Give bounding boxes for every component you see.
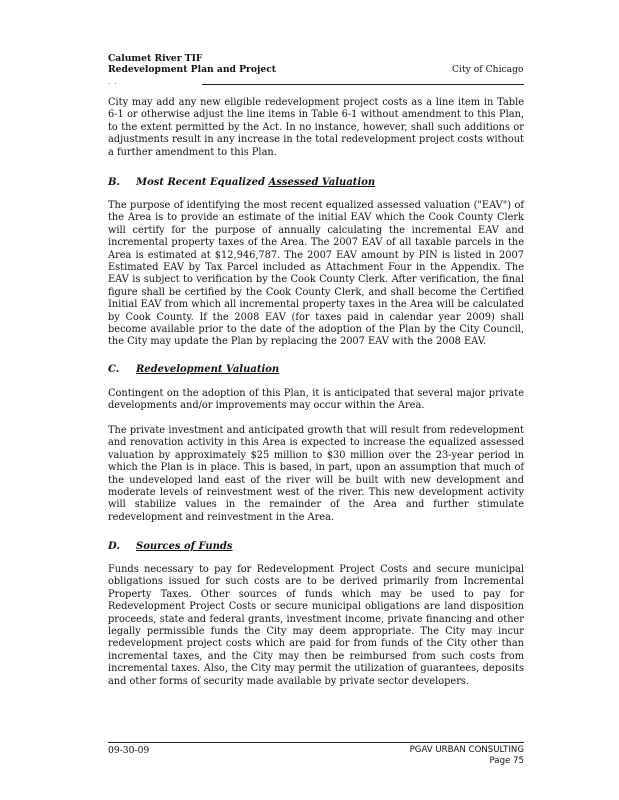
- section-title-underlined: Redevelopment Valuation: [136, 364, 280, 375]
- footer-rule: [108, 742, 524, 743]
- header-city: City of Chicago: [452, 64, 524, 75]
- section-b-body: [108, 200, 524, 349]
- intro-paragraph: City may add any new eligible redevelopment project costs as a line item in Table 6-1 or otherwise adjust the line items in Table 6-1 without amendment to this Plan, to the extent permitted by the Act. In no instance, however, shall such additions or adjustments result in any increase in the total redevelopment project costs without a further amendment to this Plan.: [108, 97, 524, 158]
- section-letter: B.: [108, 177, 120, 188]
- section-heading: [108, 540, 524, 553]
- page-number: Page 75: [489, 755, 524, 766]
- section-b-paragraph: The purpose of identifying the most recent equalized assessed valuation ("EAV") of the Area is to provide an estimate of the initial EAV which the Cook County Clerk will certify for the purpose of annually calculating the incremental EAV and incremental property taxes of the Area. The 2007 EAV of all taxable parcels in the Area is estimated at $12,946,787. The 2007 EAV amount by PIN is listed in 2007 Estimated EAV by Tax Parcel included as Attachment Four in the Appendix. The EAV is subject to verification by the Cook County Clerk. After verification, the final figure shall be certified by the Cook County Clerk, and shall become the Certified Initial EAV from which all incremental property taxes in the Area will be calculated by Cook County. If the 2008 EAV (for taxes paid in calendar year 2009) shall become available prior to the date of the adoption of the Plan by the City Council, the City may update the Plan by replacing the 2007 EAV with the 2008 EAV.: [108, 200, 524, 348]
- section-b-heading: [108, 176, 524, 189]
- section-letter: C.: [108, 364, 120, 375]
- header-rule: [202, 84, 524, 85]
- section-c-paragraph-2: The private investment and anticipated growth that will result from redevelopment and renovation activity in this Area is expected to increase the equalized assessed valuation by approximately $25 million to $30 million over the 23-year period in which the Plan is in place. This is based, in part, upon an assumption that much of the undeveloped land east of the river will be built with new development and moderate levels of reinvestment west of the river. This new development activity will stabilize values in the remainder of the Area and further stimulate redevelopment and reinvestment in the Area.: [108, 425, 524, 523]
- section-c-body-1: [108, 388, 524, 413]
- header-dots: . .: [108, 78, 118, 86]
- section-d-paragraph: Funds necessary to pay for Redevelopment Project Costs and secure municipal obligations issued for such costs are to be derived primarily from Incremental Property Taxes. Other sources of funds which may be used to pay for Redevelopment Project Costs or secure municipal obligations are land disposition proceeds, state and federal grants, investment income, private financing and other legally permissible funds the City may deem appropriate. The City may incur redevelopment project costs which are paid for from funds of the City other than incremental taxes, and the City may then be reimbursed from such costs from incremental taxes. Also, the City may permit the utilization of guarantees, deposits and other forms of security made available by private sector developers.: [108, 564, 524, 687]
- section-letter: D.: [108, 541, 120, 552]
- section-heading: [108, 363, 524, 376]
- footer-date: 09-30-09: [108, 745, 150, 756]
- section-d-heading: [108, 540, 524, 553]
- section-title-underlined: Sources of Funds: [136, 541, 233, 552]
- header-plan-title: Redevelopment Plan and Project: [108, 64, 277, 75]
- section-c-body-2: [108, 425, 524, 524]
- header-project-name: Calumet River TIF: [108, 53, 203, 64]
- section-heading: [108, 176, 524, 189]
- section-title-underlined: Assessed Valuation: [268, 177, 376, 188]
- section-d-body: [108, 564, 524, 688]
- section-c-heading: [108, 363, 524, 376]
- footer-firm: PGAV URBAN CONSULTING: [409, 745, 524, 755]
- section-c-paragraph-1: Contingent on the adoption of this Plan, it is anticipated that several major private developments and/or improvements may occur within the Area.: [108, 388, 524, 412]
- footer-right: [410, 745, 524, 766]
- intro-paragraph-block: [108, 97, 524, 159]
- running-header: [108, 53, 276, 75]
- section-title-prefix: Most Recent Equalized: [136, 177, 269, 188]
